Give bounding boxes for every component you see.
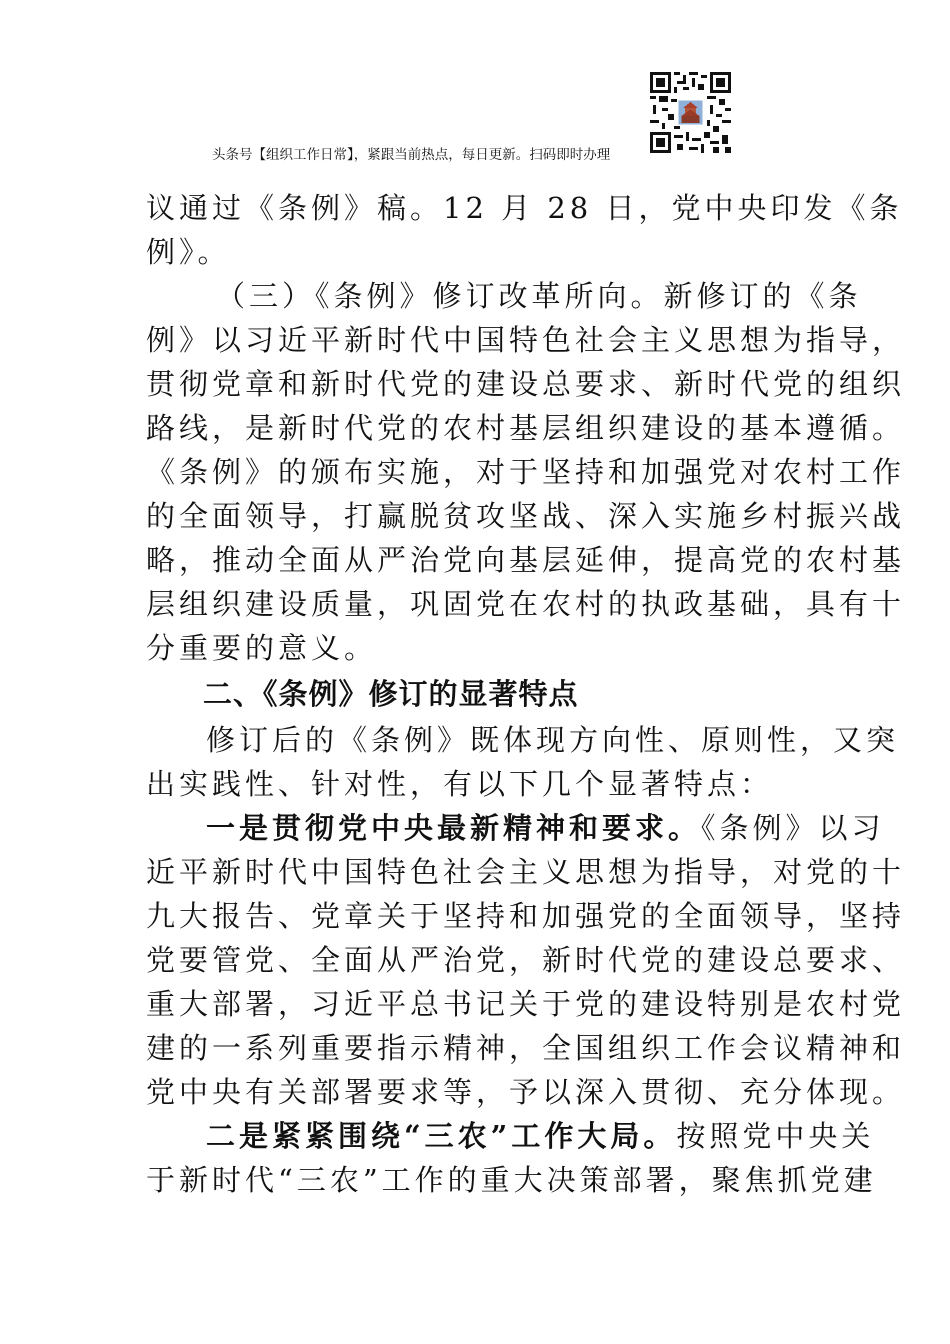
section-heading: 二、《条例》修订的显著特点 bbox=[203, 677, 579, 711]
text-line: 例》。 bbox=[146, 235, 231, 269]
document-body bbox=[146, 186, 906, 1202]
point-lead: 一是贯彻党中央最新精神和要求。 bbox=[206, 811, 702, 845]
section-subheading-line: （三）《条例》修订改革所向。新修订的《条 bbox=[216, 279, 862, 313]
text-line: 出实践性、针对性，有以下几个显著特点： bbox=[146, 767, 774, 801]
text-line: 路线，是新时代党的农村基层组织建设的基本遵循。 bbox=[146, 411, 906, 445]
point-text: 《条例》以习 bbox=[701, 811, 885, 845]
qr-code-icon bbox=[650, 72, 731, 153]
header-promo-text: 头条号【组织工作日常】，紧跟当前热点，每日更新。扫码即时办理 bbox=[212, 147, 611, 163]
text-line: 党要管党、全面从严治党，新时代党的建设总要求、 bbox=[146, 943, 906, 977]
text-line: 层组织建设质量，巩固党在农村的执政基础，具有十 bbox=[146, 587, 906, 621]
text-line: 近平新时代中国特色社会主义思想为指导，对党的十 bbox=[146, 855, 906, 889]
text-line: 贯彻党章和新时代党的建设总要求、新时代党的组织 bbox=[146, 367, 906, 401]
text-line: 《条例》的颁布实施，对于坚持和加强党对农村工作 bbox=[146, 455, 906, 489]
point-text: 按照党中央关 bbox=[676, 1119, 875, 1153]
text-line bbox=[146, 806, 885, 850]
point-lead: 二是紧紧围绕“三农”工作大局。 bbox=[206, 1119, 677, 1153]
text-line: 的全面领导，打赢脱贫攻坚战、深入实施乡村振兴战 bbox=[146, 499, 906, 533]
text-line: 修订后的《条例》既体现方向性、原则性，又突 bbox=[206, 723, 900, 757]
text-line: 略，推动全面从严治党向基层延伸，提高党的农村基 bbox=[146, 543, 906, 577]
text-line: 九大报告、党章关于坚持和加强党的全面领导，坚持 bbox=[146, 899, 906, 933]
text-line: 分重要的意义。 bbox=[146, 631, 378, 665]
text-line: 议通过《条例》稿。12 月 28 日，党中央印发《条 bbox=[146, 191, 903, 225]
text-line: 建的一系列重要指示精神，全国组织工作会议精神和 bbox=[146, 1031, 906, 1065]
text-line bbox=[146, 1114, 875, 1158]
text-line: 例》以习近平新时代中国特色社会主义思想为指导， bbox=[146, 323, 906, 357]
text-line: 重大部署，习近平总书记关于党的建设特别是农村党 bbox=[146, 987, 906, 1021]
text-line: 党中央有关部署要求等，予以深入贯彻、充分体现。 bbox=[146, 1075, 906, 1109]
text-line: 于新时代“三农”工作的重大决策部署，聚焦抓党建 bbox=[146, 1163, 877, 1197]
